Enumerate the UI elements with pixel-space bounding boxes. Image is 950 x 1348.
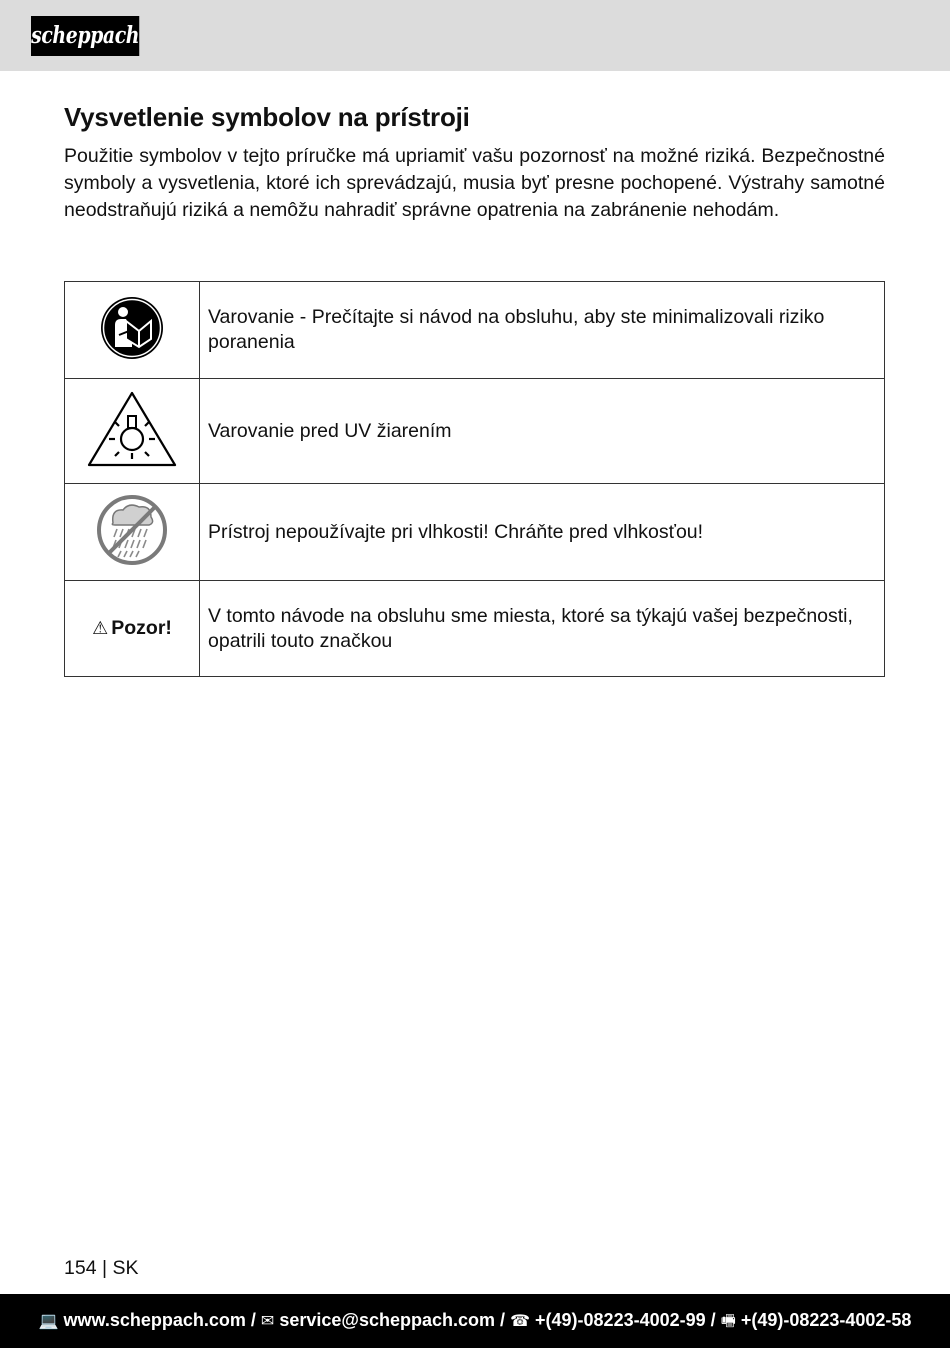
envelope-icon: ✉ [260,1313,275,1330]
caution-label [92,617,172,639]
table-row [65,484,885,581]
icon-cell [65,581,200,677]
symbol-description: Varovanie - Prečítajte si návod na obsluhu, aby ste minimalizovali riziko poranenia [200,282,885,379]
scheppach-logo: scheppach [31,16,139,56]
no-rain-icon [95,493,169,567]
caution-label-text: Pozor! [111,617,172,639]
footer-bar [0,1294,950,1348]
read-manual-icon [99,295,165,361]
symbol-description: V tomto návode na obsluhu sme miesta, ktoré sa týkajú vašej bezpečnosti, opatrili touto značkou [200,581,885,677]
table-row [65,379,885,484]
icon-cell [65,484,200,581]
icon-cell [65,379,200,484]
page-number-separator: | [101,1257,108,1279]
page-number [64,1257,138,1280]
page-language: SK [112,1257,139,1279]
computer-icon: 💻 [38,1313,59,1330]
page-title: Vysvetlenie symbolov na prístroji [64,102,470,132]
footer-separator: / [710,1310,716,1330]
footer-email[interactable]: service@scheppach.com [279,1310,496,1330]
page-number-value: 154 [64,1257,97,1279]
table-row [65,282,885,379]
footer-website[interactable]: www.scheppach.com [63,1310,246,1330]
footer-separator: / [250,1310,256,1330]
symbol-description: Varovanie pred UV žiarením [200,379,885,484]
table-row [65,581,885,677]
header-bar [0,0,950,71]
fax-icon: 🖷 [720,1313,736,1330]
symbol-description: Prístroj nepoužívajte pri vlhkosti! Chráňte pred vlhkosťou! [200,484,885,581]
symbols-table [64,281,885,677]
footer-phone[interactable]: +(49)-08223-4002-99 [535,1310,706,1330]
intro-paragraph: Použitie symbolov v tejto príručke má upriamiť vašu pozornosť na možné riziká. Bezpečnostné symboly a vysvetlenia, ktoré ich sprevádzajú, musia byť presne pochopené. Výstrahy samotné neodstraňujú riziká a nemôžu nahradiť správne opatrenia na zabránenie nehodám. [64,145,885,221]
footer-separator: / [500,1310,506,1330]
icon-cell [65,282,200,379]
footer-fax: +(49)-08223-4002-58 [740,1310,912,1330]
uv-radiation-warning-icon [86,389,178,469]
phone-icon: ☎ [510,1313,530,1330]
caution-triangle-icon: ⚠ [92,618,109,638]
